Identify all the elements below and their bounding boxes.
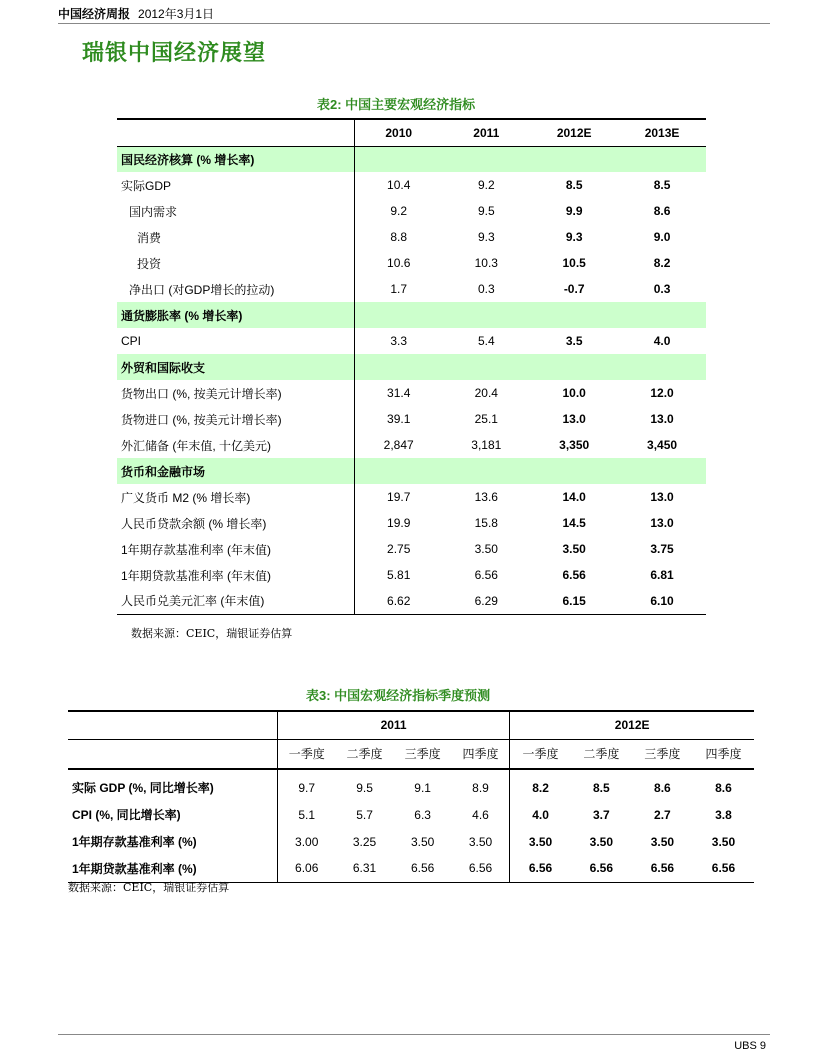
cell-value: 2.7 [654, 807, 671, 822]
cell-value: 3.50 [510, 828, 571, 855]
cell-value [618, 458, 706, 484]
quarter-header: 四季度 [452, 739, 510, 769]
cell-value: 10.6 [355, 250, 443, 276]
cell-value: 9.3 [477, 230, 495, 244]
cell-value: 4.0 [653, 334, 671, 348]
cell-value: 6.56 [410, 861, 435, 876]
table2-source: 数据来源：CEIC，瑞银证券估算 [131, 627, 293, 640]
cell-value [530, 458, 618, 484]
table-row [117, 588, 706, 614]
cell-value: 0.3 [477, 282, 495, 296]
cell-value: 3.50 [589, 834, 614, 849]
table2-header-row [117, 119, 706, 146]
cell-value: 3.50 [474, 542, 498, 556]
row-label: 1年期贷款基准利率 (%) [72, 861, 197, 876]
column-header: 2010 [355, 119, 443, 146]
table-row [117, 536, 706, 562]
cell-value: 1.7 [355, 276, 443, 302]
quarter-header: 一季度 [277, 739, 335, 769]
cell-value: 4.6 [472, 807, 489, 822]
publication-name: 中国经济周报 [58, 7, 131, 21]
cell-value: -0.7 [563, 282, 585, 296]
cell-value [530, 354, 618, 380]
cell-value: 13.0 [650, 490, 674, 504]
quarter-header: 四季度 [693, 739, 754, 769]
table-row [117, 328, 706, 354]
cell-value: 6.56 [510, 855, 571, 882]
row-label: 消费 [137, 230, 162, 245]
cell-value: 9.9 [565, 204, 583, 218]
table-row [117, 224, 706, 250]
cell-value: 3.50 [650, 834, 675, 849]
cell-value: 6.31 [352, 861, 377, 876]
cell-value: 9.3 [565, 230, 583, 244]
page-number: UBS 9 [734, 1040, 766, 1052]
row-label: 实际 GDP (%, 同比增长率) [72, 781, 214, 795]
cell-value: 5.1 [277, 801, 335, 828]
quarter-header: 二季度 [571, 739, 632, 769]
year-header: 2011 [277, 711, 509, 739]
cell-value: 3.7 [593, 807, 610, 822]
row-label: CPI (%, 同比增长率) [72, 808, 181, 822]
row-label: 广义货币 M2 (% 增长率) [121, 490, 251, 505]
cell-value: 14.5 [562, 516, 586, 530]
cell-value: 14.0 [562, 490, 586, 504]
cell-value: 3.25 [352, 834, 377, 849]
cell-value: 6.06 [277, 855, 335, 882]
table-row [117, 484, 706, 510]
publication-date: 2012年3月1日 [138, 7, 215, 21]
cell-value [442, 146, 530, 172]
cell-value: 6.10 [650, 593, 674, 608]
footer-rule [58, 1034, 770, 1035]
cell-value: 9.0 [653, 230, 671, 244]
cell-value: 9.5 [477, 204, 495, 218]
cell-value: 3,450 [647, 438, 678, 452]
cell-value: 9.2 [355, 198, 443, 224]
section-label: 通货膨胀率 (% 增长率) [117, 302, 355, 328]
cell-value [618, 302, 706, 328]
cell-value: 3.8 [715, 807, 732, 822]
cell-value: 6.56 [562, 568, 586, 582]
table-row [68, 769, 754, 801]
table-row [117, 432, 706, 458]
cell-value: 8.6 [653, 204, 671, 218]
row-label: 1年期存款基准利率 (%) [72, 835, 197, 849]
row-label: 净出口 (对GDP增长的拉动) [129, 282, 275, 297]
table3-year-row [68, 711, 754, 739]
table-row [117, 406, 706, 432]
table-row [117, 510, 706, 536]
table-row [117, 250, 706, 276]
table3-title: 表3: 中国宏观经济指标季度预测 [306, 688, 491, 703]
column-header: 2012E [530, 119, 618, 146]
cell-value: 8.6 [715, 780, 732, 795]
cell-value: 13.6 [474, 490, 498, 504]
section-label: 国民经济核算 (% 增长率) [117, 146, 355, 172]
cell-value: 12.0 [650, 386, 674, 400]
cell-value: 3.50 [410, 834, 435, 849]
cell-value: 5.4 [477, 334, 495, 348]
cell-value: 15.8 [474, 516, 498, 530]
cell-value: 6.56 [711, 861, 736, 876]
table3-quarterly-forecast [68, 710, 754, 883]
cell-value: 5.81 [355, 562, 443, 588]
header-rule [58, 23, 770, 24]
cell-value: 10.5 [562, 256, 586, 270]
column-header: 2013E [618, 119, 706, 146]
cell-value: 3.50 [562, 542, 586, 556]
cell-value: 6.56 [474, 568, 498, 582]
section-row [117, 354, 706, 380]
cell-value: 3.3 [355, 328, 443, 354]
table2-corner [117, 119, 355, 146]
cell-value: 19.7 [355, 484, 443, 510]
cell-value: 8.8 [355, 224, 443, 250]
cell-value [530, 302, 618, 328]
cell-value: 9.1 [414, 780, 431, 795]
cell-value [442, 458, 530, 484]
cell-value: 3,181 [471, 438, 502, 452]
cell-value: 6.29 [474, 593, 498, 608]
quarter-header: 三季度 [632, 739, 693, 769]
row-label: 货物出口 (%, 按美元计增长率) [121, 386, 282, 401]
cell-value: 8.5 [653, 178, 671, 192]
cell-value: 6.81 [650, 568, 674, 582]
table2-title: 表2: 中国主要宏观经济指标 [317, 97, 476, 112]
cell-value [355, 146, 443, 172]
quarter-header: 三季度 [394, 739, 452, 769]
column-header: 2011 [442, 119, 530, 146]
table-row [117, 198, 706, 224]
cell-value: 8.5 [593, 780, 610, 795]
cell-value: 8.5 [565, 178, 583, 192]
cell-value: 0.3 [653, 282, 671, 296]
cell-value: 10.3 [474, 256, 498, 270]
cell-value [530, 146, 618, 172]
cell-value: 8.6 [654, 780, 671, 795]
table-row [68, 801, 754, 828]
quarter-header: 二季度 [336, 739, 394, 769]
cell-value [618, 354, 706, 380]
row-label: 1年期贷款基准利率 (年末值) [121, 568, 272, 583]
section-row [117, 302, 706, 328]
section-row [117, 458, 706, 484]
cell-value: 9.5 [356, 780, 373, 795]
table3-corner-2 [68, 739, 277, 769]
cell-value: 5.7 [356, 807, 373, 822]
row-label: CPI [121, 334, 142, 348]
cell-value: 13.0 [650, 516, 674, 530]
section-label: 外贸和国际收支 [117, 354, 355, 380]
cell-value [355, 302, 443, 328]
row-label: 货物进口 (%, 按美元计增长率) [121, 412, 282, 427]
row-label: 人民币贷款余额 (% 增长率) [121, 516, 267, 531]
cell-value: 8.2 [653, 256, 671, 270]
cell-value [355, 354, 443, 380]
table-row [68, 828, 754, 855]
row-label: 外汇储备 (年末值, 十亿美元) [121, 438, 271, 453]
table3-corner [68, 711, 277, 739]
cell-value: 6.56 [468, 861, 493, 876]
cell-value: 19.9 [355, 510, 443, 536]
cell-value: 6.3 [414, 807, 431, 822]
cell-value: 25.1 [474, 412, 498, 426]
cell-value [355, 458, 443, 484]
cell-value: 4.0 [510, 801, 571, 828]
cell-value: 8.2 [510, 769, 571, 801]
cell-value: 6.15 [562, 593, 586, 608]
table2-macro-indicators [117, 118, 706, 615]
section-row [117, 146, 706, 172]
table-row [117, 276, 706, 302]
section-label: 货币和金融市场 [117, 458, 355, 484]
row-label: 国内需求 [129, 204, 178, 219]
cell-value: 6.56 [589, 861, 614, 876]
cell-value: 3.00 [277, 828, 335, 855]
cell-value: 10.0 [562, 386, 586, 400]
cell-value [442, 302, 530, 328]
cell-value: 3.50 [468, 834, 493, 849]
table-row [117, 380, 706, 406]
cell-value: 2.75 [355, 536, 443, 562]
cell-value: 2,847 [355, 432, 443, 458]
cell-value: 3,350 [559, 438, 590, 452]
cell-value: 10.4 [355, 172, 443, 198]
cell-value: 31.4 [355, 380, 443, 406]
page-title: 瑞银中国经济展望 [82, 41, 267, 66]
row-label: 投资 [137, 256, 162, 271]
cell-value: 6.62 [355, 588, 443, 614]
table3-source: 数据来源：CEIC，瑞银证券估算 [68, 881, 230, 894]
table-row [117, 562, 706, 588]
row-label: 人民币兑美元汇率 (年末值) [121, 594, 265, 609]
cell-value: 20.4 [474, 386, 498, 400]
running-header [58, 5, 214, 22]
year-header: 2012E [510, 711, 754, 739]
table-row [117, 172, 706, 198]
cell-value: 39.1 [355, 406, 443, 432]
cell-value [442, 354, 530, 380]
cell-value [618, 146, 706, 172]
row-label: 实际GDP [121, 178, 172, 193]
cell-value: 6.56 [650, 861, 675, 876]
cell-value: 8.9 [472, 780, 489, 795]
table-row [68, 855, 754, 882]
cell-value: 13.0 [650, 412, 674, 426]
cell-value: 9.2 [477, 178, 495, 192]
cell-value: 13.0 [562, 412, 586, 426]
cell-value: 3.5 [565, 334, 583, 348]
table3-quarter-row [68, 739, 754, 769]
quarter-header: 一季度 [510, 739, 571, 769]
row-label: 1年期存款基准利率 (年末值) [121, 542, 272, 557]
cell-value: 3.75 [650, 542, 674, 556]
cell-value: 3.50 [711, 834, 736, 849]
cell-value: 9.7 [277, 769, 335, 801]
